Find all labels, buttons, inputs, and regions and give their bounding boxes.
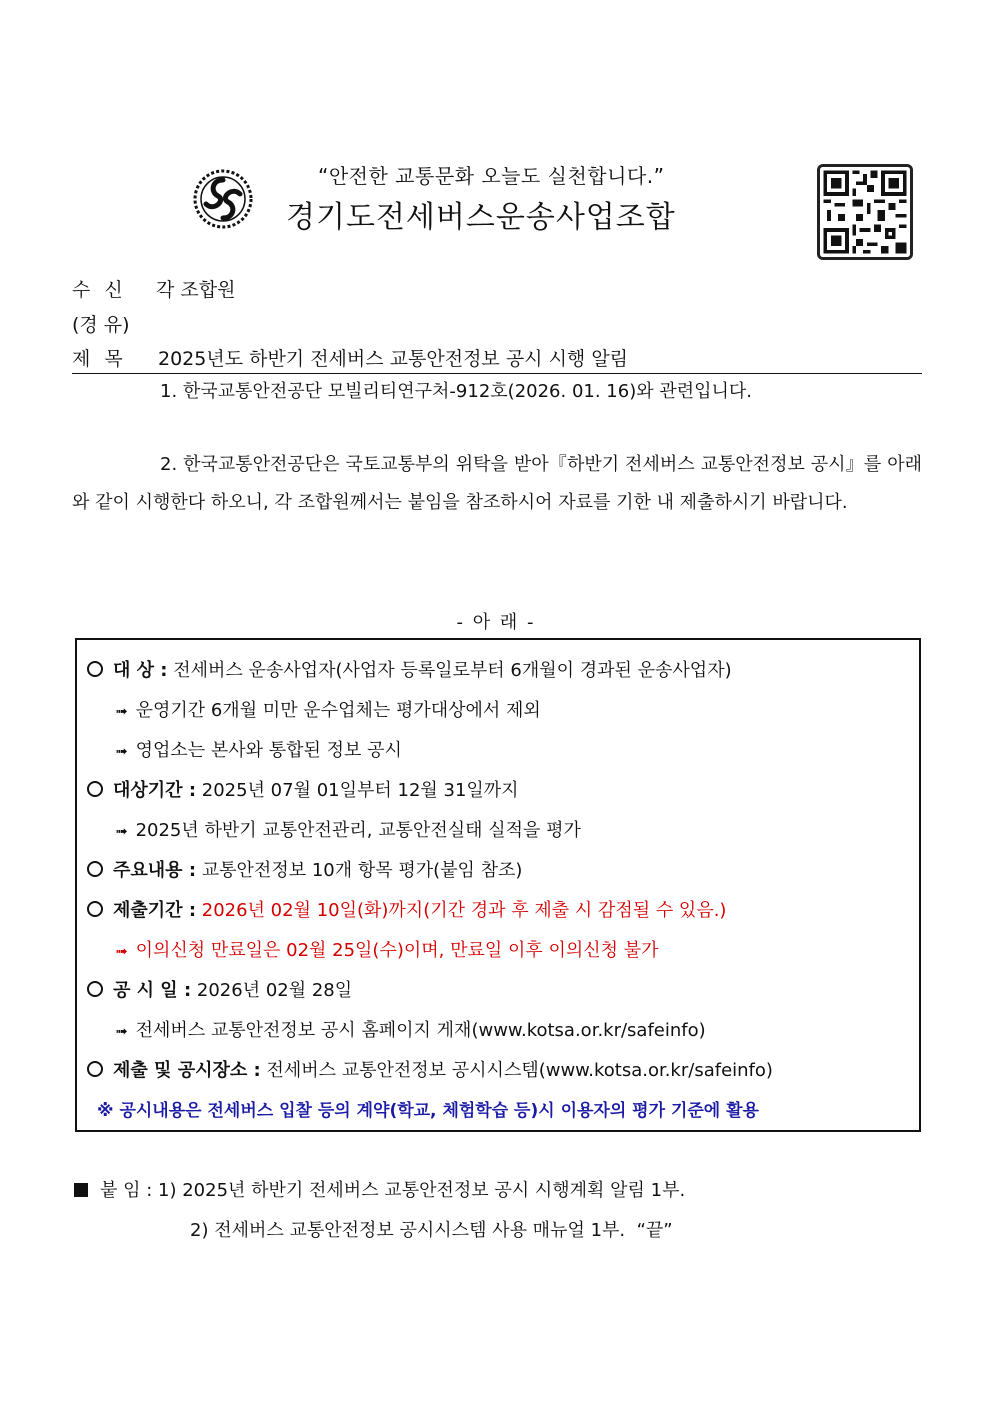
content-label: 주요내용 : [113,860,197,881]
target-sub-2 [115,736,402,762]
target-sub-1 [115,696,541,722]
subject-line [72,344,922,374]
place-label: 제출 및 공시장소 : [113,1060,261,1081]
organization-name: 경기도전세버스운송사업조합 [286,200,676,235]
target-row [87,656,732,682]
period-value: 2025년 07월 01일부터 12월 31일까지 [201,780,519,801]
paragraph-1: 1. 한국교통안전공단 모빌리티연구처-912호(2026. 01. 16)와 관련입니다. [160,381,752,402]
slogan: “안전한 교통문화 오늘도 실천합니다.” [318,164,665,188]
attachment-label: 붙 임 : [100,1180,153,1201]
below-heading: - 아 래 - [456,612,536,633]
square-bullet-icon [74,1183,88,1197]
arrow-bullet-icon: ➟ [115,742,128,760]
note-line: ※ 공시내용은 전세버스 입찰 등의 계약(학교, 체험학습 등)시 이용자의 평가 기준에 활용 [97,1101,759,1121]
subject-value: 2025년도 하반기 전세버스 교통안전정보 공시 시행 알림 [158,348,629,370]
circle-bullet-icon [87,1061,103,1077]
content-value: 교통안전정보 10개 항목 평가(붙임 참조) [201,860,523,881]
paragraph-2 [72,446,922,522]
end-mark: “끝” [636,1220,673,1241]
submit-label: 제출기간 : [113,900,197,921]
submit-sub-text: 이의신청 만료일은 02월 25일(수)이며, 만료일 이후 이의신청 불가 [135,940,659,961]
via-line: (경 유) [72,314,130,336]
period-label: 대상기간 : [113,780,197,801]
circle-bullet-icon [87,861,103,877]
place-row [87,1056,773,1082]
submit-sub [115,936,659,962]
union-emblem-icon [192,168,254,230]
announce-row [87,976,352,1002]
attachment-item-2: 2) 전세버스 교통안전정보 공시시스템 사용 매뉴얼 1부. [190,1220,626,1241]
target-sub-2-text: 영업소는 본사와 통합된 정보 공시 [135,740,402,761]
circle-bullet-icon [87,981,103,997]
announce-sub [115,1016,706,1042]
arrow-bullet-icon: ➟ [115,702,128,720]
period-sub [115,816,581,842]
target-value: 전세버스 운송사업자(사업자 등록일로부터 6개월이 경과된 운송사업자) [173,660,732,681]
attachment-line-2 [190,1216,673,1242]
submit-value: 2026년 02월 10일(화)까지(기간 경과 후 제출 시 감점될 수 있음.) [201,900,727,921]
subject-label: 제 목 [72,348,127,370]
recipient-line [72,275,235,302]
paragraph-2-text: 2. 한국교통안전공단은 국토교통부의 위탁을 받아『하반기 전세버스 교통안전정보 공시』를 아래와 같이 시행한다 하오니, 각 조합원께서는 붙임을 참조하시어 자료를 기한 내 제출하시기 바랍니다. [72,454,922,513]
qr-code-icon [817,164,913,260]
announce-sub-text: 전세버스 교통안전정보 공시 홈페이지 게재(www.kotsa.or.kr/safeinfo) [135,1020,706,1041]
place-value: 전세버스 교통안전정보 공시시스템(www.kotsa.or.kr/safeinfo) [266,1060,773,1081]
details-box [75,638,921,1132]
arrow-bullet-icon: ➟ [115,822,128,840]
announce-value: 2026년 02월 28일 [196,980,353,1001]
target-sub-1-text: 운영기간 6개월 미만 운수업체는 평가대상에서 제외 [135,700,541,721]
attachment-item-1: 1) 2025년 하반기 전세버스 교통안전정보 공시 시행계획 알림 1부. [158,1180,686,1201]
recipient-label: 수 신 [72,279,127,301]
arrow-bullet-icon: ➟ [115,942,128,960]
circle-bullet-icon [87,661,103,677]
target-label: 대 상 : [113,660,168,681]
attachment-line-1 [74,1176,685,1202]
arrow-bullet-icon: ➟ [115,1022,128,1040]
content-row [87,856,522,882]
announce-label: 공 시 일 : [113,980,192,1001]
period-row [87,776,519,802]
circle-bullet-icon [87,781,103,797]
recipient-value: 각 조합원 [156,279,236,301]
period-sub-text: 2025년 하반기 교통안전관리, 교통안전실태 실적을 평가 [135,820,581,841]
circle-bullet-icon [87,901,103,917]
submit-row [87,896,726,922]
